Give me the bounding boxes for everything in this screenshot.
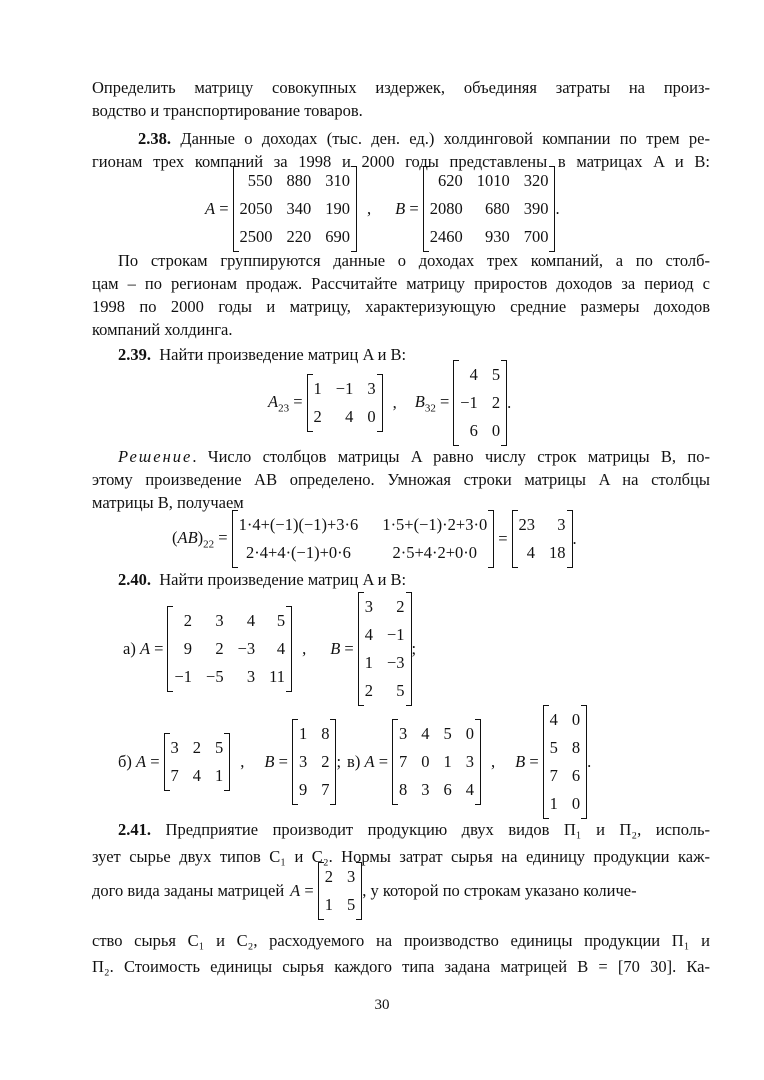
matrix-cell: 3 [465, 752, 474, 771]
problem-2-41-line-2: зует сырье двух типов C₁ и C₂. Нормы затрат сырья на единицу продукции каж- [92, 847, 710, 866]
matrix-cell: 1 [364, 653, 373, 672]
matrix-cell: 680 [484, 199, 510, 218]
problem-text: Данные о доходах (тыс. ден. ед.) холдинговой компании по трем ре- [180, 129, 710, 148]
matrix-cell: 2 [215, 639, 224, 658]
matrix-cell: 3 [346, 867, 356, 886]
matrix-cell: 9 [298, 780, 308, 799]
matrix-cell: 700 [523, 227, 549, 246]
matrix-cell: −1 [174, 667, 193, 686]
matrix-cell: 1 [549, 794, 558, 813]
matrix-cell: −1 [335, 379, 354, 398]
matrix-cell: 4 [421, 724, 430, 743]
matrix-cell: 6 [571, 766, 581, 785]
matrix-cell: 1 [313, 379, 322, 398]
matrix-product-result [512, 510, 573, 568]
matrix-cell: 1·4+(−1)(−1)+3·6 [238, 515, 359, 534]
solution-label: Решение [118, 447, 193, 466]
matrix-cell: −3 [237, 639, 256, 658]
matrix-cell: 550 [247, 171, 273, 190]
matrix-cell: 7 [399, 752, 408, 771]
p238b-line-2: цам – по регионам продаж. Рассчитайте матрицу приростов доходов за период с [92, 274, 710, 293]
matrix-cell: 3 [399, 724, 408, 743]
matrix-cell: 4 [364, 625, 373, 644]
matrix-cell: 2 [324, 867, 333, 886]
matrix-cell: 2460 [429, 227, 463, 246]
matrix-cell: 2·5+4·2+0·0 [392, 543, 478, 562]
matrix-cell: 2·4+4·(−1)+0·6 [246, 543, 351, 562]
matrix-cell: 880 [286, 171, 312, 190]
matrix-cell: 23 [518, 515, 536, 534]
problem-text: Предприятие производит продукцию двух видов П₁ и П₂, исполь- [165, 820, 711, 839]
matrix-cell: 2 [183, 611, 193, 630]
matrix-b [543, 705, 588, 819]
matrix-cell: 6 [469, 421, 478, 440]
matrix-cell: 4 [465, 780, 474, 799]
matrix-cell: 320 [523, 171, 549, 190]
equation-product: $(AB)_{22}$ = 1·4+(−1)(−1)+3·6 1·5+(−1)·2+3·0 2·4+4·(−1)+0·6 2·5+4·2+0·0 = 23 3 4 18 . [172, 510, 577, 568]
matrix-cell: 5 [443, 724, 452, 743]
matrix-cell: 2 [321, 752, 330, 771]
problem-2-38-line-1 [138, 127, 710, 150]
matrix-cell: 930 [484, 227, 510, 246]
equation-2-38: A = 550 880 310 2050 340 190 2500 220 690 , B = 620 1010 320 2080 680 390 2460 930 700 . [205, 166, 560, 252]
p238b-line-1: По строкам группируются данные о доходах трех компаний, а по столб- [118, 251, 710, 270]
problem-number: 2.41. [118, 820, 151, 839]
matrix-cell: 3 [215, 611, 224, 630]
matrix-a [392, 719, 481, 805]
matrix-cell: 5 [215, 738, 224, 757]
matrix-cell: 5 [549, 738, 558, 757]
matrix-cell: 2 [192, 738, 202, 757]
matrix-cell: 2 [364, 681, 373, 700]
matrix-cell: 3 [364, 597, 373, 616]
matrix-cell: −5 [206, 667, 224, 686]
problem-2-41-line-1 [118, 818, 710, 841]
matrix-cell: 4 [549, 710, 558, 729]
problem-text: дого вида заданы матрицей [92, 881, 285, 900]
matrix-cell: 5 [396, 681, 405, 700]
matrix-b [358, 592, 412, 706]
matrix-cell: 3 [557, 515, 566, 534]
matrix-cell: 1·5+(−1)·2+3·0 [382, 515, 488, 534]
matrix-cell: 3 [170, 738, 179, 757]
problem-2-41-line-4: ство сырья C₁ и C₂, расходуемого на производство единицы продукции П₁ и [92, 931, 710, 950]
matrix-cell: 4 [345, 407, 354, 426]
matrix-cell: 2 [396, 597, 405, 616]
matrix-cell: 190 [325, 199, 351, 218]
equation-2-40-bv: б) A = 3 2 5 7 4 1 , B = 1 8 3 2 9 7 ; в) A = 3 4 5 0 7 0 1 3 8 3 6 4 , B = 4 0 5 8 7 6 1 0 . [118, 705, 591, 819]
matrix-cell: 4 [526, 543, 536, 562]
matrix-cell: 2080 [429, 199, 463, 218]
matrix-cell: 0 [571, 710, 581, 729]
solution-line-1 [118, 445, 710, 468]
matrix-a [318, 862, 363, 920]
problem-number: 2.38. [138, 129, 171, 148]
matrix-cell: 4 [246, 611, 256, 630]
equation-2-39: $A_{23}$ = 1 −1 3 2 4 0 , $B_{32}$ = 4 5 −1 2 6 0 . [268, 360, 511, 446]
matrix-cell: 5 [346, 895, 356, 914]
problem-text: , у которой по строкам указано количе- [362, 881, 637, 900]
matrix-cell: 7 [549, 766, 558, 785]
matrix-cell: 1 [298, 724, 308, 743]
matrix-cell: 9 [183, 639, 193, 658]
matrix-cell: 3 [298, 752, 308, 771]
matrix-cell: 220 [286, 227, 312, 246]
matrix-cell: 0 [367, 407, 376, 426]
matrix-cell: −1 [460, 393, 478, 412]
problem-number: 2.39. [118, 345, 151, 364]
matrix-b [292, 719, 337, 805]
matrix-a23 [307, 374, 383, 432]
solution-line-2: этому произведение AB определено. Умножая строки матрицы A на столбцы [92, 470, 710, 489]
matrix-cell: 8 [321, 724, 330, 743]
matrix-cell: 0 [491, 421, 501, 440]
matrix-cell: 620 [437, 171, 463, 190]
matrix-cell: −1 [386, 625, 405, 644]
problem-text: Найти произведение матриц A и B: [159, 345, 407, 364]
problem-text: Найти произведение матриц A и B: [159, 570, 407, 589]
matrix-cell: 0 [571, 794, 581, 813]
matrix-cell: 8 [399, 780, 408, 799]
matrix-cell: 2500 [239, 227, 273, 246]
matrix-cell: 3 [367, 379, 376, 398]
p238b-line-3: 1998 по 2000 годы и матрицу, характеризующую средние размеры доходов [92, 297, 710, 316]
page-number: 30 [374, 997, 390, 1013]
matrix-cell: 310 [325, 171, 351, 190]
solution-line-3: матрицы B, получаем [92, 493, 244, 512]
matrix-a [167, 606, 292, 692]
intro-line-1: Определить матрицу совокупных издержек, объединяя затраты на произ- [92, 78, 710, 97]
matrix-cell: 7 [170, 766, 179, 785]
matrix-b [423, 166, 556, 252]
matrix-cell: 7 [321, 780, 330, 799]
matrix-a [233, 166, 358, 252]
matrix-cell: 4 [192, 766, 202, 785]
matrix-cell: 2 [313, 407, 322, 426]
matrix-cell: 690 [325, 227, 351, 246]
matrix-cell: 0 [465, 724, 474, 743]
matrix-cell: 2050 [239, 199, 273, 218]
matrix-cell: −3 [386, 653, 405, 672]
matrix-cell: 3 [246, 667, 256, 686]
matrix-cell: 1 [324, 895, 333, 914]
matrix-cell: 2 [491, 393, 501, 412]
equation-2-40-a: а) A = 2 3 4 5 9 2 −3 4 −1 −5 3 11 , B = 3 2 4 −1 1 −3 2 5 ; [123, 592, 416, 706]
matrix-cell: 1010 [476, 171, 510, 190]
matrix-cell: 1 [215, 766, 224, 785]
intro-line-2: водство и транспортирование товаров. [92, 101, 363, 120]
p238b-line-4: компаний холдинга. [92, 320, 233, 339]
problem-2-38-line-2: гионам трех компаний за 1998 и 2000 годы представлены в матрицах A и B: [92, 152, 710, 171]
matrix-cell: 1 [443, 752, 452, 771]
matrix-cell: 18 [549, 543, 566, 562]
matrix-cell: 8 [571, 738, 581, 757]
problem-number: 2.40. [118, 570, 151, 589]
matrix-cell: 390 [523, 199, 549, 218]
matrix-b32 [453, 360, 507, 446]
matrix-cell: 340 [286, 199, 312, 218]
problem-2-41-line-3: дого вида заданы матрицей A = 2 3 1 5 , у которой по строкам указано количе- [92, 862, 710, 920]
matrix-cell: 5 [491, 365, 501, 384]
matrix-cell: 3 [421, 780, 430, 799]
matrix-cell: 11 [269, 667, 286, 686]
problem-2-40 [118, 568, 736, 591]
solution-text: . Число столбцов матрицы A равно числу строк матрицы B, по- [192, 447, 710, 466]
matrix-cell: 4 [276, 639, 286, 658]
matrix-cell: 0 [421, 752, 430, 771]
problem-2-41-line-5: П₂. Стоимость единицы сырья каждого типа задана матрицей B = [70 30]. Ка- [92, 957, 710, 976]
matrix-cell: 4 [469, 365, 478, 384]
matrix-cell: 6 [443, 780, 452, 799]
matrix-a [164, 733, 231, 791]
matrix-product-expr [232, 510, 495, 568]
matrix-cell: 5 [276, 611, 286, 630]
